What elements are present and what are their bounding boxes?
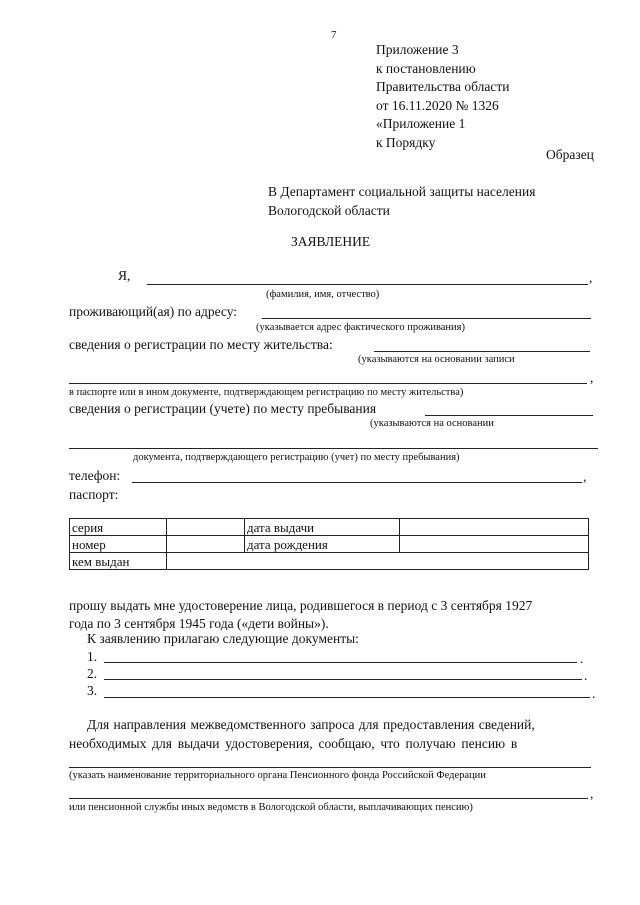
appendix-block bbox=[376, 41, 509, 152]
attachment-number: 2. bbox=[87, 666, 98, 681]
stay-registration-label: сведения о регистрации (учете) по месту пребывания bbox=[69, 401, 377, 416]
appendix-line: «Приложение 1 bbox=[376, 116, 466, 131]
attachment-end: . bbox=[592, 686, 596, 701]
fio-hint: (фамилия, имя, отчество) bbox=[266, 289, 380, 300]
document-title: ЗАЯВЛЕНИЕ bbox=[291, 234, 371, 249]
address-hint: (указывается адрес фактического проживания) bbox=[256, 322, 465, 333]
passport-label: паспорт: bbox=[69, 487, 119, 502]
pension-comma: , bbox=[590, 786, 594, 801]
request-line: прошу выдать мне удостоверение лица, родившегося в период с 3 сентября 1927 bbox=[69, 598, 533, 613]
appendix-line: Правительства области bbox=[376, 79, 510, 94]
addressee-line: Вологодской области bbox=[268, 203, 390, 218]
sample-label: Образец bbox=[546, 147, 594, 162]
pension-hint-1: (указать наименование территориального органа Пенсионного фонда Российской Федерации bbox=[69, 770, 486, 781]
addressee-line: В Департамент социальной защиты населения bbox=[268, 184, 536, 199]
issued-by-value[interactable] bbox=[167, 553, 589, 570]
birth-date-label: дата рождения bbox=[245, 536, 400, 553]
series-label: серия bbox=[70, 519, 167, 536]
request-line: года по 3 сентября 1945 года («дети войны»). bbox=[69, 616, 329, 631]
address-field[interactable] bbox=[262, 318, 591, 319]
attachment-field-3[interactable] bbox=[104, 697, 590, 698]
request-text bbox=[69, 597, 532, 633]
registration-hint: (указываются на основании записи bbox=[358, 354, 515, 365]
pension-text-line-1: Для направления межведомственного запроса для предоставления сведений, bbox=[87, 717, 535, 732]
attachment-number: 3. bbox=[87, 683, 98, 698]
attachment-end: . bbox=[584, 668, 588, 683]
appendix-line: от 16.11.2020 № 1326 bbox=[376, 97, 499, 113]
registration-hint-2: в паспорте или в ином документе, подтверждающем регистрацию по месту жительства) bbox=[69, 387, 464, 398]
pension-hint-2: или пенсионной службы иных ведомств в Вологодской области, выплачивающих пенсию) bbox=[69, 802, 473, 813]
stay-registration-hint-2: документа, подтверждающего регистрацию (учет) по месту пребывания) bbox=[133, 452, 460, 463]
addressee bbox=[268, 182, 535, 220]
phone-comma: , bbox=[583, 469, 587, 484]
address-label: проживающий(ая) по адресу: bbox=[69, 304, 238, 319]
issued-by-label: кем выдан bbox=[70, 553, 167, 570]
pension-authority-field-2[interactable] bbox=[69, 798, 588, 799]
phone-label: телефон: bbox=[69, 468, 121, 483]
appendix-line: Приложение 3 bbox=[376, 42, 459, 57]
table-row bbox=[70, 553, 589, 570]
stay-registration-hint: (указываются на основании bbox=[370, 418, 494, 429]
registration-label: сведения о регистрации по месту жительства: bbox=[69, 337, 333, 352]
fio-label: Я, bbox=[118, 268, 131, 283]
attachment-field-1[interactable] bbox=[104, 662, 577, 663]
number-label: номер bbox=[70, 536, 167, 553]
registration-field-2[interactable] bbox=[69, 383, 587, 384]
pension-authority-field[interactable] bbox=[69, 767, 591, 768]
registration-comma: , bbox=[590, 370, 594, 385]
registration-field[interactable] bbox=[374, 351, 590, 352]
table-row bbox=[70, 519, 589, 536]
series-value[interactable] bbox=[167, 519, 245, 536]
issue-date-label: дата выдачи bbox=[245, 519, 400, 536]
attachment-number: 1. bbox=[87, 649, 98, 664]
passport-table bbox=[69, 518, 589, 570]
stay-registration-field[interactable] bbox=[425, 415, 593, 416]
issue-date-value[interactable] bbox=[400, 519, 589, 536]
attachment-end: . bbox=[580, 651, 584, 666]
appendix-line: к постановлению bbox=[376, 60, 476, 76]
table-row bbox=[70, 536, 589, 553]
appendix-line: к Порядку bbox=[376, 134, 436, 150]
pension-text-line-2: необходимых для выдачи удостоверения, сообщаю, что получаю пенсию в bbox=[69, 736, 518, 751]
fio-field[interactable] bbox=[147, 284, 588, 285]
attachments-intro: К заявлению прилагаю следующие документы: bbox=[87, 631, 359, 646]
number-value[interactable] bbox=[167, 536, 245, 553]
stay-registration-field-2[interactable] bbox=[69, 448, 598, 449]
phone-field[interactable] bbox=[132, 482, 582, 483]
birth-date-value[interactable] bbox=[400, 536, 589, 553]
fio-comma: , bbox=[589, 270, 593, 285]
attachment-field-2[interactable] bbox=[104, 679, 582, 680]
page-number: 7 bbox=[331, 29, 337, 41]
